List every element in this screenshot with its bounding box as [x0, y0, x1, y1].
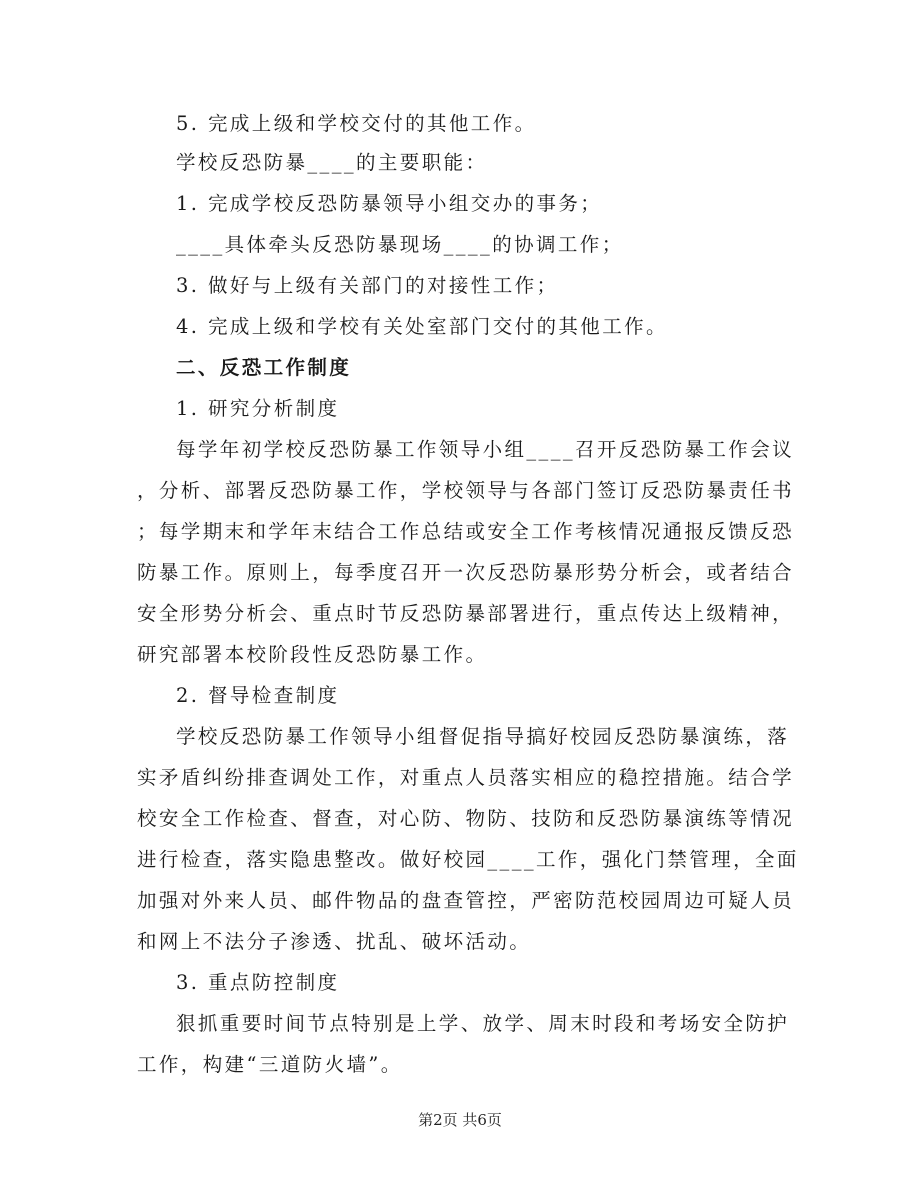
text-line: 1. 完成学校反恐防暴领导小组交办的事务； — [176, 192, 603, 215]
paragraph-line: 防暴工作。原则上，每季度召开一次反恐防暴形势分析会，或者结合 — [137, 561, 795, 584]
paragraph-line: ；每学期末和学年末结合工作总结或安全工作考核情况通报反馈反恐 — [137, 520, 795, 543]
paragraph-line: 狠抓重要时间节点特别是上学、放学、周末时段和考场安全防护 — [176, 1012, 790, 1035]
paragraph-line: 实矛盾纠纷排查调处工作，对重点人员落实相应的稳控措施。结合学 — [137, 766, 795, 789]
paragraph-line: 和网上不法分子渗透、扰乱、破坏活动。 — [137, 930, 532, 953]
text-line: 学校反恐防暴____的主要职能： — [176, 151, 488, 174]
text-line: 5. 完成上级和学校交付的其他工作。 — [176, 112, 537, 135]
subsection-heading: 2. 督导检查制度 — [176, 684, 340, 707]
paragraph-line: ，分析、部署反恐防暴工作，学校领导与各部门签订反恐防暴责任书 — [137, 479, 795, 502]
paragraph-line: 学校反恐防暴工作领导小组督促指导搞好校园反恐防暴演练，落 — [176, 725, 790, 748]
paragraph-line: 每学年初学校反恐防暴工作领导小组____召开反恐防暴工作会议 — [176, 438, 795, 461]
page-number-footer: 第2页 共6页 — [418, 1111, 502, 1129]
text-line: 3. 做好与上级有关部门的对接性工作； — [176, 274, 559, 297]
paragraph-line: 研究部署本校阶段性反恐防暴工作。 — [137, 643, 488, 666]
paragraph-line: 加强对外来人员、邮件物品的盘查管控，严密防范校园周边可疑人员 — [137, 889, 795, 912]
text-line: 4. 完成上级和学校有关处室部门交付的其他工作。 — [176, 315, 668, 338]
paragraph-line: 安全形势分析会、重点时节反恐防暴部署进行，重点传达上级精神， — [137, 602, 795, 625]
section-heading: 二、反恐工作制度 — [176, 356, 352, 379]
paragraph-line: 校安全工作检查、督查，对心防、物防、技防和反恐防暴演练等情况 — [137, 807, 795, 830]
paragraph-line: 工作，构建“三道防火墙”。 — [137, 1053, 403, 1076]
paragraph-line: 进行检查，落实隐患整改。做好校园____工作，强化门禁管理，全面 — [137, 848, 799, 871]
subsection-heading: 1. 研究分析制度 — [176, 397, 340, 420]
text-line: ____具体牵头反恐防暴现场____的协调工作； — [176, 233, 624, 256]
subsection-heading: 3. 重点防控制度 — [176, 971, 340, 994]
